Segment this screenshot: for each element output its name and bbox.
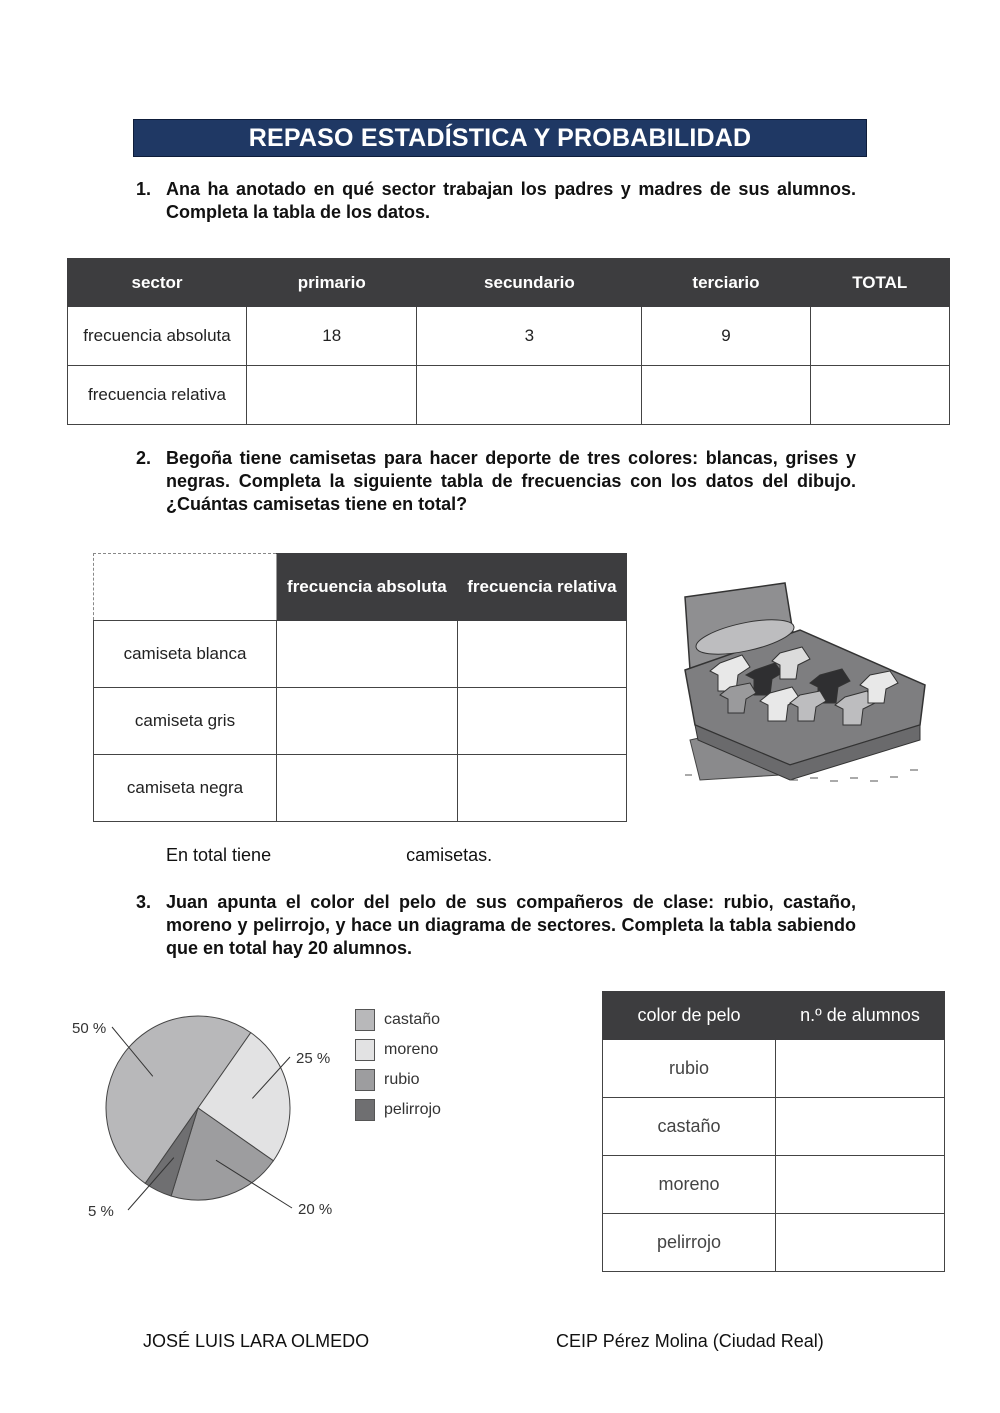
legend-swatch (355, 1099, 375, 1121)
answer-cell[interactable] (457, 755, 626, 822)
table-row (68, 366, 950, 425)
table-row (603, 1040, 945, 1098)
table-row (603, 1156, 945, 1214)
answer-cell[interactable] (810, 307, 949, 366)
answer-cell[interactable] (776, 1214, 945, 1272)
exercise-2-statement (136, 447, 856, 516)
table-header: sector (68, 259, 247, 307)
pie-data-label: 5 % (88, 1203, 114, 1220)
total-suffix: camisetas. (406, 845, 493, 865)
exercise-3-statement (136, 891, 856, 960)
legend-label: pelirrojo (384, 1101, 441, 1118)
table-header-row (68, 259, 950, 307)
answer-cell[interactable] (277, 621, 458, 688)
empty-corner-cell (94, 554, 277, 621)
table-header: frecuencia absoluta (277, 554, 458, 621)
row-label: frecuencia relativa (68, 366, 247, 425)
row-label: camiseta negra (94, 755, 277, 822)
footer-author: JOSÉ LUIS LARA OLMEDO (143, 1331, 370, 1351)
total-sentence (166, 845, 492, 866)
table-header: terciario (642, 259, 810, 307)
tshirt-frequency-table (93, 553, 627, 822)
row-label: camiseta blanca (94, 621, 277, 688)
row-label: rubio (603, 1040, 776, 1098)
table-cell: 3 (417, 307, 642, 366)
table-header-row (94, 554, 627, 621)
answer-cell[interactable] (457, 688, 626, 755)
answer-cell[interactable] (776, 1156, 945, 1214)
table-row (94, 621, 627, 688)
table-header: frecuencia relativa (457, 554, 626, 621)
hair-color-table (602, 991, 945, 1272)
answer-cell[interactable] (277, 688, 458, 755)
table-header: TOTAL (810, 259, 949, 307)
legend-swatch (355, 1069, 375, 1091)
row-label: pelirrojo (603, 1214, 776, 1272)
legend-item (355, 1005, 441, 1035)
row-label: castaño (603, 1098, 776, 1156)
answer-cell[interactable] (810, 366, 949, 425)
exercise-text: Juan apunta el color del pelo de sus compañeros de clase: rubio, castaño, moreno y pelirrojo, y hace un diagrama de sectores. Completa la tabla sabiendo que en total hay 20 alumnos. (166, 892, 856, 958)
answer-cell[interactable] (417, 366, 642, 425)
exercise-1-statement (136, 178, 856, 224)
table-row (603, 1214, 945, 1272)
legend-label: castaño (384, 1011, 441, 1028)
answer-cell[interactable] (642, 366, 810, 425)
answer-cell[interactable] (277, 755, 458, 822)
legend-swatch (355, 1039, 375, 1061)
row-label: frecuencia absoluta (68, 307, 247, 366)
answer-cell[interactable] (776, 1040, 945, 1098)
answer-cell[interactable] (776, 1098, 945, 1156)
sector-frequency-table (67, 258, 950, 425)
pie-data-label: 50 % (72, 1020, 107, 1037)
pie-legend (355, 1005, 441, 1125)
exercise-number: 3. (136, 892, 152, 912)
total-prefix: En total tiene (166, 845, 272, 865)
table-header: n.º de alumnos (776, 992, 945, 1040)
row-label: moreno (603, 1156, 776, 1214)
table-row (94, 688, 627, 755)
table-header: color de pelo (603, 992, 776, 1040)
table-row (68, 307, 950, 366)
table-cell: 9 (642, 307, 810, 366)
footer-school: CEIP Pérez Molina (Ciudad Real) (556, 1331, 824, 1351)
pie-data-label: 20 % (298, 1201, 333, 1218)
bed-with-tshirts-illustration (670, 575, 940, 790)
row-label: camiseta gris (94, 688, 277, 755)
pie-data-label: 25 % (296, 1050, 331, 1067)
legend-label: rubio (384, 1071, 420, 1088)
table-header-row (603, 992, 945, 1040)
table-row (94, 755, 627, 822)
hair-color-pie-chart (60, 995, 350, 1235)
legend-swatch (355, 1009, 375, 1031)
exercise-text: Begoña tiene camisetas para hacer deporte de tres colores: blancas, grises y negras. Completa la siguiente tabla de frecuencias con los datos del dibujo. ¿Cuántas camisetas tiene en total? (166, 448, 856, 514)
table-row (603, 1098, 945, 1156)
exercise-number: 2. (136, 448, 152, 468)
answer-cell[interactable] (457, 621, 626, 688)
legend-label: moreno (384, 1041, 439, 1058)
page-title: REPASO ESTADÍSTICA Y PROBABILIDAD (133, 119, 867, 157)
answer-cell[interactable] (247, 366, 417, 425)
legend-item (355, 1065, 441, 1095)
legend-item (355, 1035, 441, 1065)
table-cell: 18 (247, 307, 417, 366)
exercise-text: Ana ha anotado en qué sector trabajan los padres y madres de sus alumnos. Completa la tabla de los datos. (166, 179, 856, 222)
table-header: secundario (417, 259, 642, 307)
table-header: primario (247, 259, 417, 307)
legend-item (355, 1095, 441, 1125)
exercise-number: 1. (136, 179, 152, 199)
